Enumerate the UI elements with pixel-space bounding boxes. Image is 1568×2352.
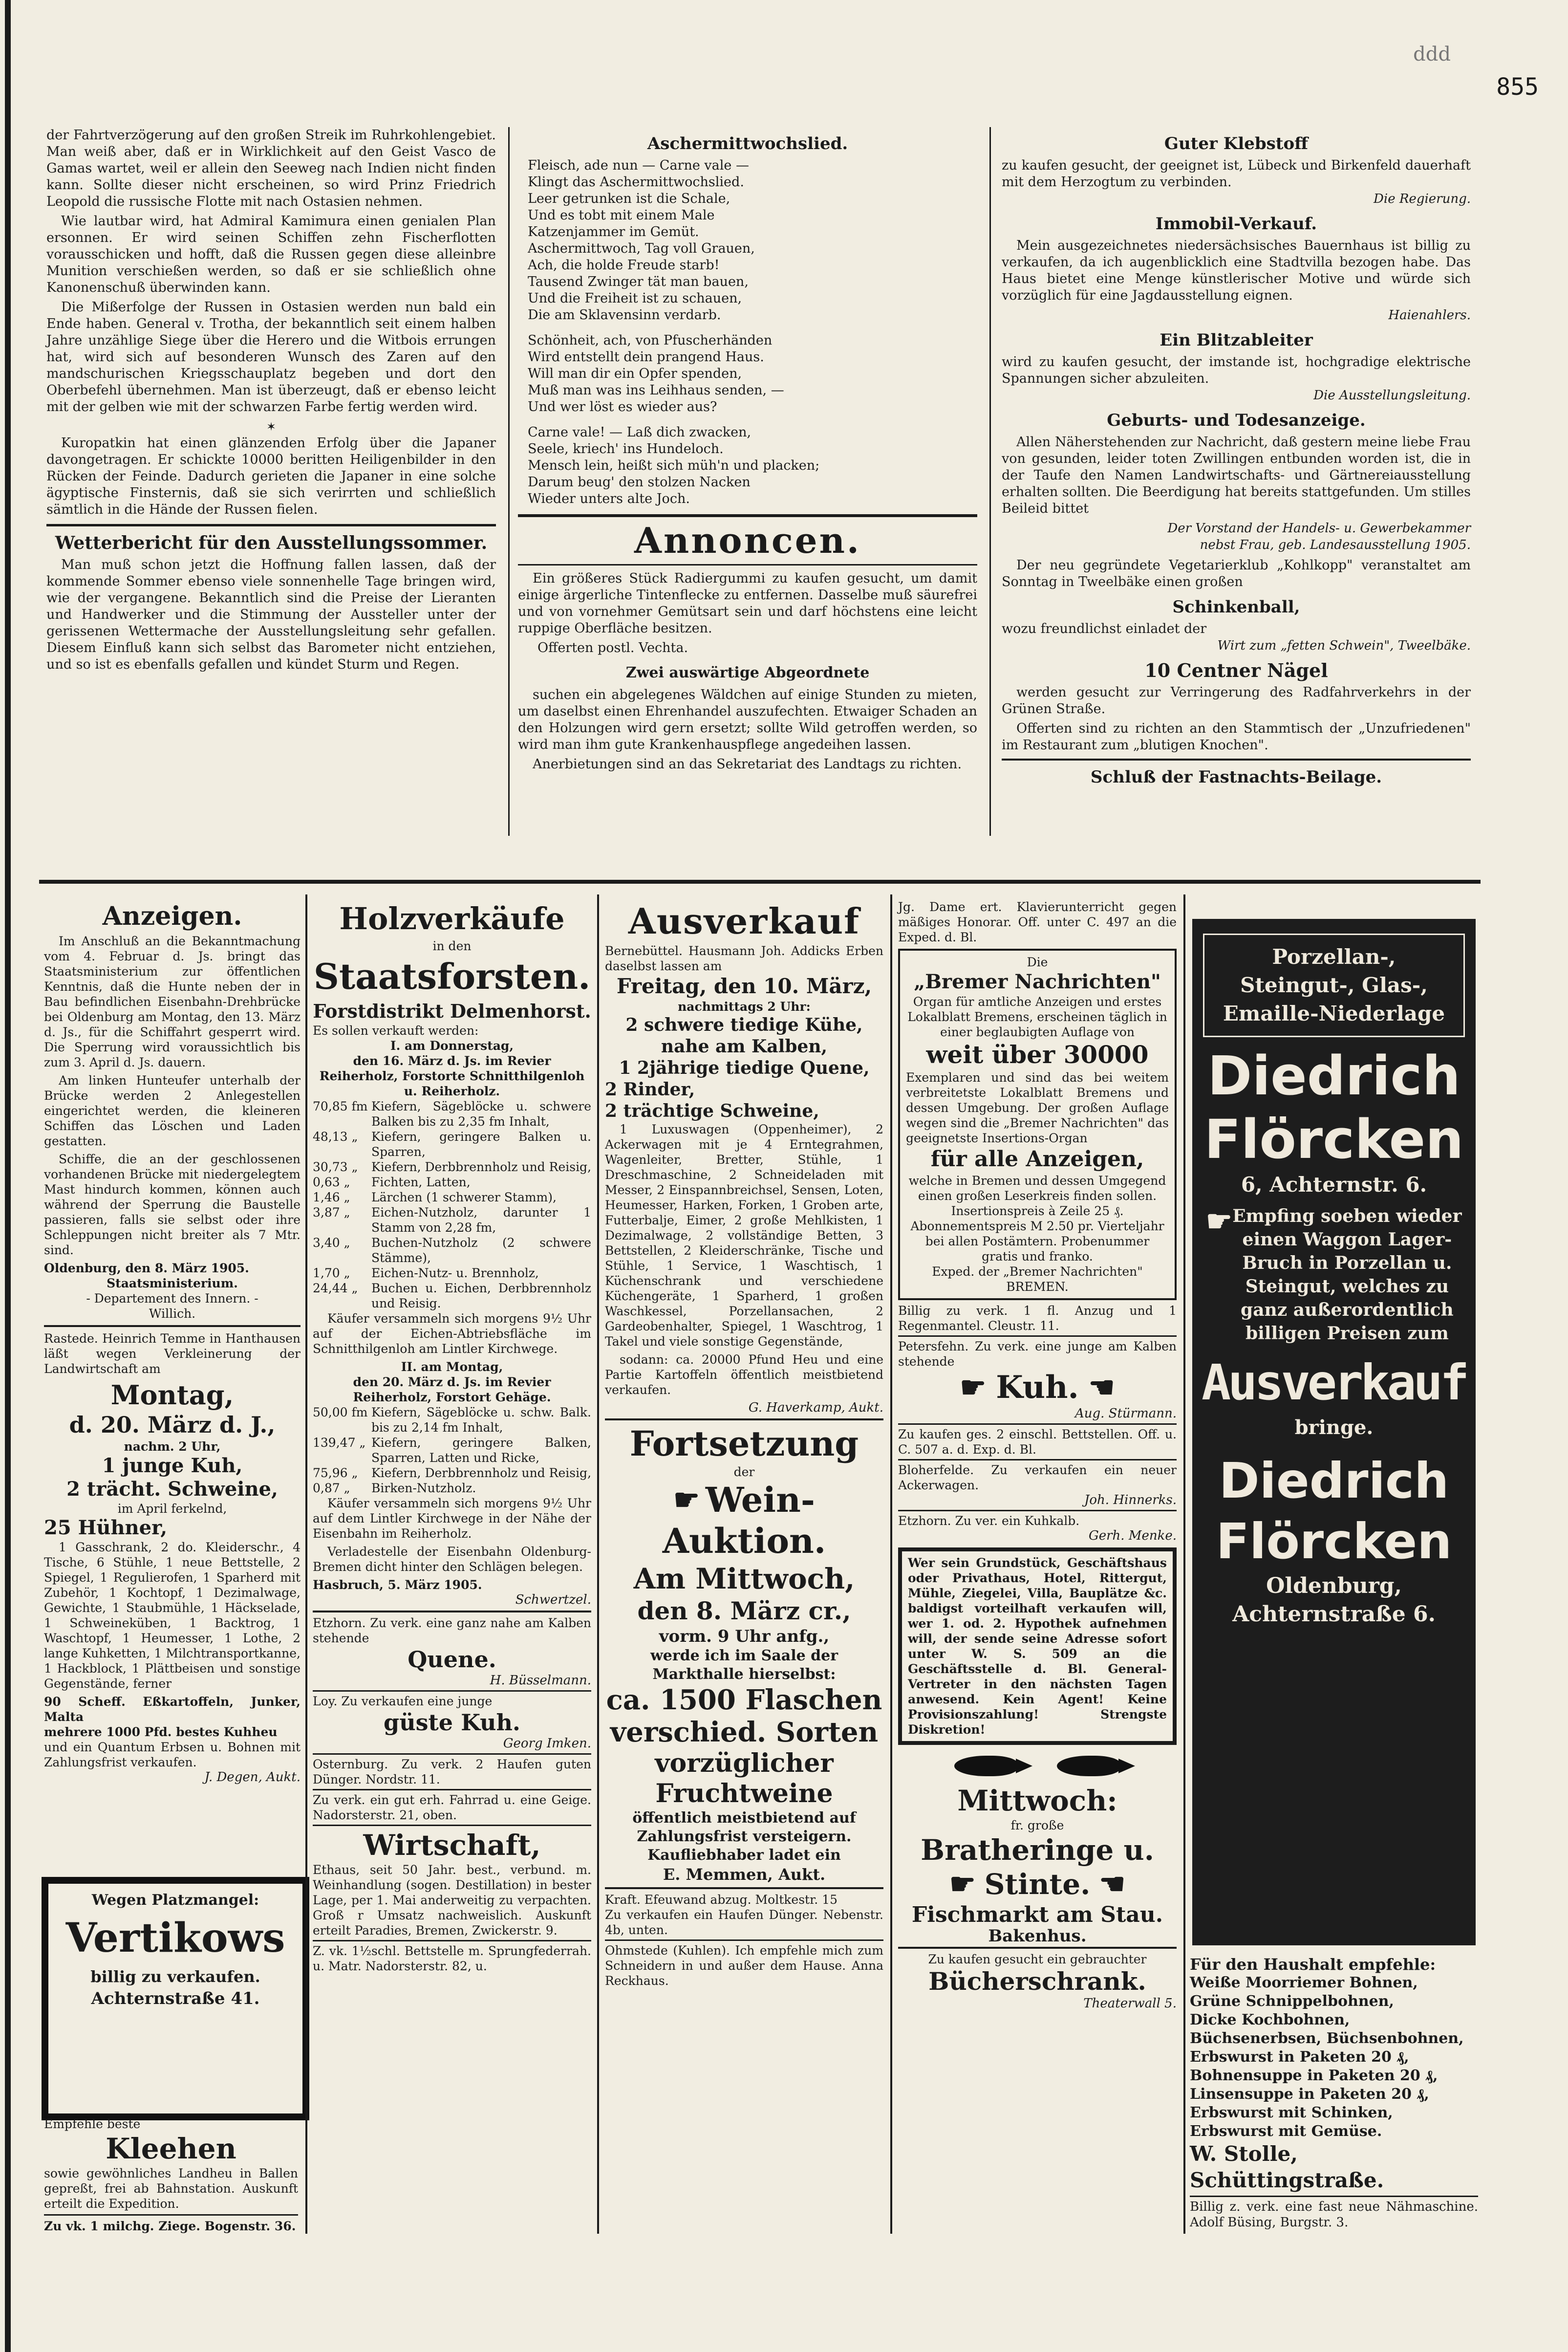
auction-date: d. 20. März d. J., <box>69 1412 276 1438</box>
wine-heading: Fortsetzung <box>629 1423 859 1464</box>
sale-item: 2 Rinder, <box>605 1079 695 1100</box>
notice-text: Im Anschluß an die Bekanntmachung vom 4. Februar d. Js. bringt das Staatsministerium zur öffentlichen Kenntnis, daß die Hunte neben der in Bau befindlichen Eisenbahn-Drehbrücke bei Oldenburg am Montag, den 13. März d. Js., für die Schiffahrt gesperrt wird. Die Sperrung wird voraussichtlich bis zum 3. April d. Js. dauern. <box>44 934 301 1069</box>
ad-text: Ethaus, seit 50 Jahr. best., verbund. m. Weinhandlung (sogen. Destillation) in bester Lage, per 1. Mai anderweitig zu verpachten. Groß r Umsatz nachweislich. Auskunft erteilt Paradies, Bremen, Zwickerstr. 9. <box>313 1863 591 1938</box>
sale-day: Freitag, den 10. März, <box>616 974 872 998</box>
ad-text: sowie gewöhnliches Landheu in Ballen gepreßt, frei ab Bahnstation. Auskunft erteilt die Expedition. <box>44 2166 298 2211</box>
auction-item: und ein Quantum Erbsen u. Bohnen mit Zahlungsfrist verkaufen. <box>44 1740 301 1769</box>
bremer-circulation: weit über 30000 <box>926 1040 1149 1069</box>
fish-heading: Mittwoch: <box>957 1784 1117 1817</box>
poem-line: Wird entstellt dein prangend Haus. <box>528 349 764 365</box>
ad-headline: Wirtschaft, <box>363 1829 541 1862</box>
list-item: Dicke Kochbohnen, <box>1190 2011 1350 2028</box>
sale-text: Käufer versammeln sich morgens 9½ Uhr auf dem Lintler Kirchwege in der Nähe der Eisenbahn im Reiherholz. <box>313 1496 591 1541</box>
list-item: Erbswurst mit Schinken, <box>1190 2104 1393 2121</box>
wine-der: der <box>733 1465 755 1479</box>
timber-qty: 48,13 „ <box>313 1130 358 1144</box>
timber-row <box>313 1190 591 1205</box>
poem-line: Und wer löst es wieder aus? <box>528 399 717 414</box>
supplement-end-note: Schluß der Fastnachts-Beilage. <box>1090 767 1382 787</box>
property-ad-text: Wer sein Grundstück, Geschäftshaus oder Privathaus, Hotel, Rittergut, Mühle, Ziegelei, Villa, Bauplätze &c. baldigst vorteilhaft verkaufen will, wer 1. od. 2. Hypothek aufnehmen will, der sende seine Adresse sofort unter W. S. 509 an die Geschäftsstelle d. Bl. General-Vertreter in den nächsten Tagen anwesend. Kein Agent! Keine Provisionszahlung! Strengste Diskretion! <box>908 1556 1167 1737</box>
notice-department: - Departement des Innern. - <box>86 1291 258 1306</box>
timber-row <box>313 1235 591 1265</box>
timber-row <box>313 1159 591 1175</box>
ad-signature: Offerten postl. Vechta. <box>537 640 688 655</box>
ad-signature: Die Regierung. <box>1374 192 1471 206</box>
kleehen-ad <box>44 2116 298 2234</box>
auction-item: 90 Scheff. Eßkartoffeln, Junker, Malta <box>44 1695 301 1724</box>
poem-line: Katzenjammer im Gemüt. <box>528 224 699 240</box>
paragraph: Kuropatkin hat einen glänzenden Erfolg über die Japaner davongetragen. Er schickte 10000 beritten Heiligenbilder in den Rücken der Feinde. Dadurch gerieten die Japaner in eine solche ägyptische Finsternis, daß sie sich verirrten und schließlich sämtlich in die Hände der Russen fielen. <box>46 436 496 517</box>
bremer-text: welche in Bremen und dessen Umgegend einen großen Leserkreis finden sollen. <box>908 1174 1166 1203</box>
wine-day: Am Mittwoch, <box>633 1562 855 1595</box>
ad-signature: Haienahlers. <box>1388 308 1471 323</box>
poem-stanza-3 <box>528 424 977 507</box>
poem-line: Darum beug' den stolzen Nacken <box>528 475 751 490</box>
ad-text: Zu kaufen gesucht ein gebrauchter <box>928 1952 1147 1966</box>
ad-signature: Gerh. Menke. <box>1088 1528 1177 1543</box>
list-item: Weiße Moorriemer Bohnen, <box>1190 1974 1418 1991</box>
section-divider <box>39 880 1481 884</box>
ad-headline: Vertikows <box>65 1915 285 1961</box>
ad-signature: Die Ausstellungsleitung. <box>1313 388 1471 403</box>
sale-text: 1 Luxuswagen (Oppenheimer), 2 Ackerwagen mit je 4 Erntegrahmen, Wagenleiter, Bretter, Stühle, 1 Dreschmaschine, 2 Schneideladen mit Messer, 2 Einspannbreichsel, Sensen, Loten, Heumesser, Harken, Forken, 1 Groben arte, Futterbalje, Eimer, 2 große Mehlkisten, 1 Dezimalwage, 2 vollständige Betten, 3 Bettstellen, 2 Kleiderschränke, Tische und Stühle, 1 Service, 1 Waschtisch, 1 Küchenschrank und verschiedene Küchengeräte, 1 Sparherd, 1 großen Waschkessel, Porzellansachen, 2 Gardeobenhalter, Spiegel, 1 Waschtrog, 1 Takel und viele sonstige Gegenstände, <box>605 1122 883 1349</box>
timber-list-1 <box>313 1099 591 1311</box>
pointing-hand-icon: ☚ <box>1088 1370 1115 1405</box>
timber-desc: Fichten, Latten, <box>371 1175 471 1189</box>
ad-text: Etzhorn. Zu verk. eine ganz nahe am Kalben stehende <box>313 1616 591 1645</box>
section-heading: Anzeigen. <box>102 901 242 931</box>
timber-qty: 3,87 „ <box>313 1205 350 1220</box>
paragraph: Wie lautbar wird, hat Admiral Kamimura einen genialen Plan ersonnen. Er wird seinen Schiffen zehn Fischerflotten vorausschicken und hofft, daß die Russen gegen diese alleinbre Munition verschießen werden, so daß er sie schließlich ohne Kanonenschuß überwinden kann. <box>46 214 496 295</box>
poem-line: Die am Sklavensinn verdarb. <box>528 307 721 323</box>
ad-signature: Theaterwall 5. <box>1083 1996 1177 2011</box>
timber-row <box>313 1281 591 1311</box>
auction-day: Montag, <box>110 1379 234 1411</box>
poem-line: Muß man was ins Leihhaus senden, — <box>528 383 784 398</box>
timber-desc: Lärchen (1 schwerer Stamm), <box>371 1190 557 1204</box>
list-item: Grüne Schnippelbohnen, <box>1190 1993 1394 2010</box>
notice-signatory: Willich. <box>149 1307 196 1321</box>
list-item: Erbswurst in Paketen 20 ₰, <box>1190 2048 1409 2066</box>
poem-line: Seele, kriech' ins Hundeloch. <box>528 441 724 457</box>
ad-text: Zu kaufen ges. 2 einschl. Bettstellen. Off. u. C. 507 a. d. Exp. d. Bl. <box>898 1427 1177 1457</box>
pointing-hand-icon: ☛ <box>1206 1204 1232 1239</box>
timber-desc: Kiefern, geringere Balken u. Sparren, <box>371 1130 591 1159</box>
ad-headline: Kleehen <box>106 2132 236 2165</box>
timber-desc: Birken-Nutzholz. <box>371 1481 476 1495</box>
shop-name: Diedrich <box>1219 1452 1449 1509</box>
sale-text: Käufer versammeln sich morgens 9½ Uhr auf der Eichen-Abtriebsfläche im Schnitthilgenloh am Lintler Kirchwege. <box>313 1311 591 1356</box>
column-divider <box>890 894 892 2234</box>
list-item: Linsensuppe in Paketen 20 ₰, <box>1190 2086 1429 2103</box>
shop-address: 6, Achternstr. 6. <box>1241 1173 1427 1197</box>
corner-mark: ddd <box>1413 43 1451 65</box>
ad-heading: Ein Blitzableiter <box>1160 330 1313 350</box>
top-column-1 <box>46 127 496 676</box>
auctioneer: G. Haverkamp, Aukt. <box>748 1400 883 1415</box>
top-column-2 <box>518 127 977 776</box>
list-item: Bohnensuppe in Paketen 20 ₰, <box>1190 2067 1438 2084</box>
shop-text: Empfing soeben wieder einen Waggon Lager-Bruch in Porzellan u. Steingut, welches zu ganz außerordentlich billigen Preisen zum <box>1232 1206 1462 1344</box>
shop-address: Achternstraße 6. <box>1232 1602 1436 1627</box>
poem-line: Leer getrunken ist die Schale, <box>528 191 730 206</box>
ad-text: Jg. Dame ert. Klavierunterricht gegen mäßiges Honorar. Off. unter C. 497 an die Exped. d. Bl. <box>898 900 1177 944</box>
ad-text: billig zu verkaufen. <box>90 1967 260 1986</box>
ad-text: Ohmstede (Kuhlen). Ich empfehle mich zum Schneidern in und außer dem Hause. Anna Reckhaus. <box>605 1943 883 1988</box>
sale-text: den 16. März d. Js. im Revier Reiherholz, Forstorte Schnitthilgenloh u. Reiherholz. <box>319 1054 585 1098</box>
ad-text: Allen Näherstehenden zur Nachricht, daß gestern meine liebe Frau von gesunden, leider toten Zwillingen entbunden worden ist, die in der Taufe den Namen Landwirtschafts- und Gärtnereiausstellung erhalten sollten. Die Beerdigung hat bereits stattgefunden. Um stilles Beileid bittet <box>1002 435 1471 516</box>
bremer-prices: Insertionspreis à Zeile 25 ₰. Abonnementspreis M 2.50 pr. Vierteljahr bei allen Postämtern. Probenummer gratis und franko. <box>910 1204 1164 1263</box>
ad-text: Bloherfelde. Zu verkaufen ein neuer Ackerwagen. <box>898 1463 1177 1492</box>
timber-desc: Kiefern, Sägeblöcke u. schw. Balk. bis zu 2,14 fm Inhalt, <box>371 1405 591 1435</box>
ad-heading: Zwei auswärtige Abgeordnete <box>625 664 870 681</box>
poem-line: Ach, die holde Freude starb! <box>528 258 720 273</box>
ad-address: Achternstraße 41. <box>91 1989 260 2008</box>
auction-time: nachm. 2 Uhr, <box>124 1439 221 1454</box>
ad-text: Mein ausgezeichnetes niedersächsisches Bauernhaus ist billig zu verkaufen, da ich augenblicklich eine Stadtvilla bezogen habe. Das Haus bietet eine Menge künstlerischer Motive und würde sich vorzüglich für eine Jagdausstellung eignen. <box>1002 238 1471 303</box>
timber-list-2 <box>313 1405 591 1496</box>
top-column-3 <box>1002 127 1471 791</box>
auction-item-note: im April ferkelnd, <box>117 1502 227 1516</box>
pointing-hand-icon: ☚ <box>1099 1867 1126 1901</box>
ad-pretext: Empfehle beste <box>44 2117 141 2131</box>
sale-text: sodann: ca. 20000 Pfund Heu und eine Partie Kartoffeln öffentlich meistbietend verkaufen. <box>605 1352 883 1397</box>
wine-terms: öffentlich meistbietend auf Zahlungsfrist versteigern. <box>632 1809 856 1845</box>
list-item: Erbswurst mit Gemüse. <box>1190 2123 1382 2140</box>
auction-item: 2 trächt. Schweine, <box>66 1478 278 1501</box>
timber-qty: 24,44 „ <box>313 1281 358 1295</box>
bremer-die: Die <box>1027 955 1048 969</box>
paragraph: der Fahrtverzögerung auf den großen Streik im Ruhrkohlengebiet. Man weiß aber, daß er in Wirklichkeit auf den Geist Vasco de Gamas wartet, weil er allein den Seeweg nach Indien nicht finden kann. Sollte dieser nicht erscheinen, so wird Prinz Friedrich Leopold die russische Flotte mit nach Ostasien nehmen. <box>46 128 496 209</box>
timber-row <box>313 1481 591 1496</box>
ad-heading: Immobil-Verkauf. <box>1155 214 1317 234</box>
holz-sub: in den <box>432 939 472 953</box>
ad-headline: Bücherschrank. <box>928 1967 1146 1996</box>
wine-type: Fruchtweine <box>655 1779 833 1808</box>
sale-text: den 20. März d. Js. im Revier Reiherholz, Forstort Gehäge. <box>353 1375 551 1404</box>
timber-desc: Buchen u. Eichen, Derbbrennholz und Reisig. <box>371 1281 591 1310</box>
timber-row <box>313 1265 591 1281</box>
timber-row <box>313 1465 591 1481</box>
poem-line: Wieder unters alte Joch. <box>528 491 690 506</box>
ad-signature: H. Büsselmann. <box>490 1673 591 1688</box>
shop-sale: Ausverkauf <box>1201 1354 1467 1411</box>
poem-line: Fleisch, ade nun — Carne vale — <box>528 158 749 173</box>
fish-row <box>898 1756 1177 1780</box>
notice-date: Oldenburg, den 8. März 1905. <box>44 1261 249 1275</box>
poem-title: Aschermittwochslied. <box>647 134 848 153</box>
ad-text: Kraft. Efeuwand abzug. Moltkestr. 15 <box>605 1893 838 1907</box>
ausverkauf-heading: Ausverkauf <box>628 900 860 942</box>
fish-icon <box>954 1756 1018 1776</box>
auctioneer: J. Degen, Aukt. <box>204 1770 301 1785</box>
bremer-exped: Exped. der „Bremer Nachrichten" BREMEN. <box>932 1264 1143 1294</box>
timber-desc: Kiefern, Sägeblöcke u. schwere Balken bis zu 2,35 fm Inhalt, <box>371 1099 591 1129</box>
ad-text: wird zu kaufen gesucht, der imstande ist, hochgradige elektrische Spannungen sicher abzuleiten. <box>1002 354 1471 386</box>
sale-time: nachmittags 2 Uhr: <box>678 1000 811 1014</box>
auction-intro: Rastede. Heinrich Temme in Hanthausen läßt wegen Verkleinerung der Landwirtschaft am <box>44 1331 301 1376</box>
holz-heading: Holzverkäufe <box>339 901 565 936</box>
ad-footer: Zu vk. 1 milchg. Ziege. Bogenstr. 36. <box>44 2219 296 2233</box>
shop-signature: W. Stolle, Schüttingstraße. <box>1190 2142 1384 2192</box>
ad-text: Etzhorn. Zu ver. ein Kuhkalb. <box>898 1514 1080 1528</box>
timber-qty: 0,87 „ <box>313 1481 350 1495</box>
timber-desc: Eichen-Nutz- u. Brennholz, <box>371 1266 539 1280</box>
sale-item: 2 schwere tiedige Kühe, nahe am Kalben, <box>625 1015 863 1057</box>
poem-line: Mensch lein, heißt sich müh'n und placken; <box>528 458 820 473</box>
ad-text: Zu verkaufen ein Haufen Dünger. Nebenstr. 4b, unten. <box>605 1908 883 1937</box>
ad-signature: Joh. Hinnerks. <box>1084 1493 1177 1507</box>
ad-footer: Billig z. verk. eine fast neue Nähmaschine. Adolf Büsing, Burgstr. 3. <box>1190 2200 1478 2230</box>
fish-text: fr. große <box>1010 1818 1064 1832</box>
ad-text: Osternburg. Zu verk. 2 Haufen guten Dünger. Nordstr. 11. <box>313 1757 591 1786</box>
wine-invite: Kaufliebhaber ladet ein <box>647 1847 841 1864</box>
wine-date: den 8. März cr., <box>637 1596 851 1625</box>
ad-text: zu kaufen gesucht, der geeignet ist, Lübeck und Birkenfeld dauerhaft mit dem Herzogtum zu verbinden. <box>1002 158 1471 190</box>
holz-heading-2: Staatsforsten. <box>313 956 591 997</box>
sale-date: Hasbruch, 5. März 1905. <box>313 1578 482 1592</box>
auction-text: 1 Gasschrank, 2 do. Kleiderschr., 4 Tische, 6 Stühle, 1 neue Bettstelle, 2 Spiegel, 1 Regulierofen, 1 Sparherd mit Zubehör, 1 Kochtopf, 1 Dezimalwage, Gewichte, 1 Staubmühle, 1 Häckselade, 1 Schweineküben, 1 Backtrog, 1 Waschtopf, 1 Heumesser, 1 Lothe, 2 lange Kuhketten, 1 Milchtransportkanne, 1 Hackblock, 1 Plättbeisen und sonstige Gegenstände, ferner <box>44 1540 301 1691</box>
fish-place: Fischmarkt am Stau. <box>911 1902 1163 1927</box>
ad-text: Der neu gegründete Vegetarierklub „Kohlkopp" veranstaltet am Sonntag in Tweelbäke einen großen <box>1002 558 1471 589</box>
bottom-column-2 <box>313 899 591 1974</box>
paragraph: Man muß schon jetzt die Hoffnung fallen lassen, daß der kommende Sommer ebenso viele sonnenhelle Tage bringen wird, wie der vergangene. Bekanntlich sind die Preise der Lieranten und Handwerker und die Stimmung der Aussteller unter der gerissenen Wettermache der Ausstellungsleitung sehr gefallen. Diesem Einfluß kann sich selbst das Barometer nicht entziehen, und so ist es ebenfalls gefallen und kündet Sturm und Regen. <box>46 557 496 672</box>
ad-heading: Guter Klebstoff <box>1164 134 1309 153</box>
bremer-text: Organ für amtliche Anzeigen und erstes Lokalblatt Bremens, erscheinen täglich in einer beglaubigten Auflage von <box>907 995 1167 1039</box>
timber-row <box>313 1099 591 1129</box>
page-edge-left <box>5 0 11 2352</box>
pointing-hand-icon: ☛ <box>960 1370 987 1405</box>
floercken-ad <box>1192 919 1476 1945</box>
ad-heading: Schinkenball, <box>1172 597 1300 617</box>
auction-item: mehrere 1000 Pfd. bestes Kuhheu <box>44 1725 278 1739</box>
annoncen-heading: Annoncen. <box>634 520 861 561</box>
wine-place: werde ich im Saale der Markthalle hierselbst: <box>650 1647 838 1683</box>
timber-row <box>313 1129 591 1159</box>
timber-qty: 3,40 „ <box>313 1236 350 1250</box>
ad-text: Zu verk. ein gut erh. Fahrrad u. eine Geige. Nadorsterstr. 21, oben. <box>313 1793 591 1822</box>
ad-footer: Z. vk. 1½schl. Bettstelle m. Sprungfederrah. u. Matr. Nadorsterstr. 82, u. <box>313 1944 591 1973</box>
ad-text: Ein größeres Stück Radiergummi zu kaufen gesucht, um damit einige ärgerliche Tintenflecke zu entfernen. Dasselbe muß säurefrei und von vornehmer Gemütsart sein und darf höchstens eine leicht ruppige Oberfläche besitzen. <box>518 571 977 636</box>
auction-item: 1 junge Kuh, <box>102 1454 243 1477</box>
fish-seller: Bakenhus. <box>988 1926 1087 1946</box>
wine-heading-3: Auktion. <box>662 1521 826 1561</box>
ad-signature: Anerbietungen sind an das Sekretariat des Landtags zu richten. <box>533 757 962 772</box>
timber-row <box>313 1205 591 1235</box>
timber-qty: 70,85 fm <box>313 1099 368 1113</box>
ad-headline: Quene. <box>408 1646 496 1673</box>
poem-line: Und die Freiheit ist zu schauen, <box>528 291 742 306</box>
timber-row <box>313 1175 591 1190</box>
notice-text: Schiffe, die an der geschlossenen vorhandenen Brücke mit niedergelegtem Mast hindurch kommen, können auch während der Sperrung die Baustelle passieren, falls sie selbst oder ihre Schleppungen nicht breiter als 7 Mtr. sind. <box>44 1152 301 1257</box>
column-divider <box>305 894 307 2234</box>
wine-time: vorm. 9 Uhr anfg., <box>659 1627 830 1646</box>
ad-signature: Wirt zum „fetten Schwein", Tweelbäke. <box>1217 638 1471 653</box>
ad-headline: güste Kuh. <box>384 1709 520 1736</box>
poem-stanza-1 <box>528 157 977 324</box>
ad-heading: Geburts- und Todesanzeige. <box>1107 411 1366 430</box>
bottom-column-1 <box>44 899 301 1785</box>
vertikows-ad <box>42 1877 309 2120</box>
ad-text: Loy. Zu verkaufen eine junge <box>313 1694 493 1708</box>
poem-stanza-2 <box>528 332 977 415</box>
ad-signature: Georg Imken. <box>503 1736 591 1751</box>
column-divider <box>1183 894 1185 2234</box>
timber-qty: 1,70 „ <box>313 1266 350 1280</box>
shop-text: bringe. <box>1294 1416 1374 1439</box>
ad-text: Billig zu verk. 1 fl. Anzug und 1 Regenmantel. Cleustr. 11. <box>898 1304 1177 1333</box>
column-divider <box>597 894 599 2234</box>
sale-day: II. am Montag, <box>401 1360 503 1374</box>
notice-authority: Staatsministerium. <box>107 1276 238 1290</box>
poem-line: Carne vale! — Laß dich zwacken, <box>528 425 752 440</box>
wine-sorts: verschied. Sorten <box>610 1716 879 1748</box>
ad-text: wozu freundlichst einladet der <box>1002 621 1207 636</box>
ad-text: Petersfehn. Zu verk. eine junge am Kalben stehende <box>898 1339 1177 1369</box>
timber-desc: Kiefern, geringere Balken, Sparren, Latten und Ricke, <box>371 1436 591 1465</box>
list-item: Büchsenerbsen, Büchsenbohnen, <box>1190 2030 1464 2047</box>
paragraph: Die Mißerfolge der Russen in Ostasien werden nun bald ein Ende haben. General v. Trotha, der bekanntlich seit einem halben Jahre unzählige Siege über die Herero und die Witbois errungen hat, wird sich auf besonderen Wunsch des Zaren auf den mandschurischen Kriegsschauplatz begeben und dort den Oberbefehl übernehmen. Man ist überzeugt, daß er ebenso leicht mit der gelben wie mit der schwarzen Farbe fertig werden wird. <box>46 300 496 414</box>
shop-type: Steingut-, Glas-, <box>1240 973 1428 997</box>
bremer-text: Exemplaren und sind das bei weitem verbreitetste Lokalblatt Bremens und dessen Umgebung. Der großen Auflage wegen sind die „Bremer Nachrichten" das geeignetste Insertions-Organ <box>906 1070 1169 1145</box>
sale-text: Es sollen verkauft werden: <box>313 1024 479 1038</box>
pointing-hand-icon: ☛ <box>673 1482 700 1517</box>
poem-line: Schönheit, ach, von Pfuscherhänden <box>528 333 773 348</box>
sale-item: 2 trächtige Schweine, <box>605 1101 819 1121</box>
sale-day: I. am Donnerstag, <box>390 1039 514 1053</box>
wine-qty: ca. 1500 Flaschen <box>606 1684 882 1716</box>
bremer-slogan: für alle Anzeigen, <box>930 1147 1144 1172</box>
weather-heading: Wetterbericht für den Ausstellungssommer. <box>55 533 488 553</box>
ad-text: suchen ein abgelegenes Wäldchen auf einige Stunden zu mieten, um daselbst einen Ehrenhandel auszufechten. Etwaiger Schaden an den Holzungen wird gern ersetzt; sollte Wild getroffen werden, so wird man ihm gute Krankenhauspflege angedeihen lassen. <box>518 687 977 752</box>
sale-intro: Bernebüttel. Hausmann Joh. Addicks Erben daselbst lassen am <box>605 944 883 973</box>
poem-line: Tausend Zwinger tät man bauen, <box>528 274 749 289</box>
list-heading: Für den Haushalt empfehle: <box>1190 1955 1436 1974</box>
stolle-ad <box>1190 1955 1478 2230</box>
column-divider <box>508 127 510 836</box>
page-number: 855 <box>1496 73 1539 101</box>
ad-pretext: Wegen Platzmangel: <box>91 1892 259 1909</box>
sale-signatory: Schwertzel. <box>515 1592 591 1607</box>
wine-heading-2: Wein- <box>705 1480 815 1520</box>
forest-district: Forstdistrikt Delmenhorst. <box>313 1000 591 1022</box>
poem-line: Klingt das Aschermittwochslied. <box>528 174 744 190</box>
wine-auctioneer: E. Memmen, Aukt. <box>663 1865 826 1884</box>
timber-qty: 1,46 „ <box>313 1190 350 1204</box>
shop-name: Flörcken <box>1204 1108 1464 1171</box>
timber-qty: 50,00 fm <box>313 1405 368 1419</box>
column-divider <box>989 127 991 836</box>
separator-star: ✶ <box>266 420 277 434</box>
notice-text: Am linken Hunteufer unterhalb der Brücke werden 2 Anlegestellen eingerichtet werden, die kleineren Schiffen das Löschen und Laden gestatten. <box>44 1073 301 1148</box>
bremer-title: „Bremer Nachrichten" <box>914 970 1161 993</box>
ad-signature: nebst Frau, geb. Landesausstellung 1905. <box>1200 538 1471 552</box>
timber-qty: 0,63 „ <box>313 1175 350 1189</box>
fish-icon <box>1057 1756 1120 1776</box>
shop-name: Diedrich <box>1207 1045 1461 1107</box>
shop-city: Oldenburg, <box>1266 1573 1402 1598</box>
poem-line: Und es tobt mit einem Male <box>528 208 715 223</box>
timber-desc: Buchen-Nutzholz (2 schwere Stämme), <box>371 1236 591 1265</box>
sale-text: Verladestelle der Eisenbahn Oldenburg-Bremen dicht hinter den Schlägen belegen. <box>313 1545 591 1574</box>
ad-heading: 10 Centner Nägel <box>1144 659 1328 681</box>
auction-item: 25 Hühner, <box>44 1516 168 1539</box>
shop-type: Porzellan-, <box>1272 945 1396 969</box>
pointing-hand-icon: ☛ <box>949 1867 976 1901</box>
timber-qty: 139,47 „ <box>313 1436 366 1450</box>
sale-item: 1 2jährige tiedige Quene, <box>619 1058 870 1078</box>
ad-headline: Kuh. <box>996 1369 1079 1406</box>
timber-desc: Eichen-Nutzholz, darunter 1 Stamm von 2,28 fm, <box>371 1205 591 1235</box>
bottom-column-3 <box>605 899 883 1988</box>
timber-row <box>313 1405 591 1435</box>
ad-text: werden gesucht zur Verringerung des Radfahrverkehrs in der Grünen Straße. <box>1002 685 1471 717</box>
poem-line: Aschermittwoch, Tag voll Grauen, <box>528 241 755 256</box>
poem-line: Will man dir ein Opfer spenden, <box>528 366 742 381</box>
wine-quality: vorzüglicher <box>655 1748 834 1778</box>
bottom-column-4 <box>898 899 1177 2011</box>
ad-signature: Der Vorstand der Handels- u. Gewerbekammer <box>1167 521 1471 536</box>
ad-signature: Aug. Stürmann. <box>1074 1406 1177 1421</box>
timber-row <box>313 1435 591 1465</box>
shop-name: Flörcken <box>1216 1513 1452 1570</box>
timber-desc: Kiefern, Derbbrennholz und Reisig, <box>371 1466 592 1480</box>
ad-text: Offerten sind zu richten an den Stammtisch der „Unzufriedenen" im Restaurant zum „blutigen Knochen". <box>1002 721 1471 753</box>
fish-item: Bratheringe u. <box>921 1833 1154 1867</box>
timber-qty: 30,73 „ <box>313 1160 358 1174</box>
timber-desc: Kiefern, Derbbrennholz und Reisig, <box>371 1160 592 1174</box>
shop-type: Emaille-Niederlage <box>1223 1002 1445 1025</box>
timber-qty: 75,96 „ <box>313 1466 358 1480</box>
fish-item: Stinte. <box>984 1868 1091 1901</box>
